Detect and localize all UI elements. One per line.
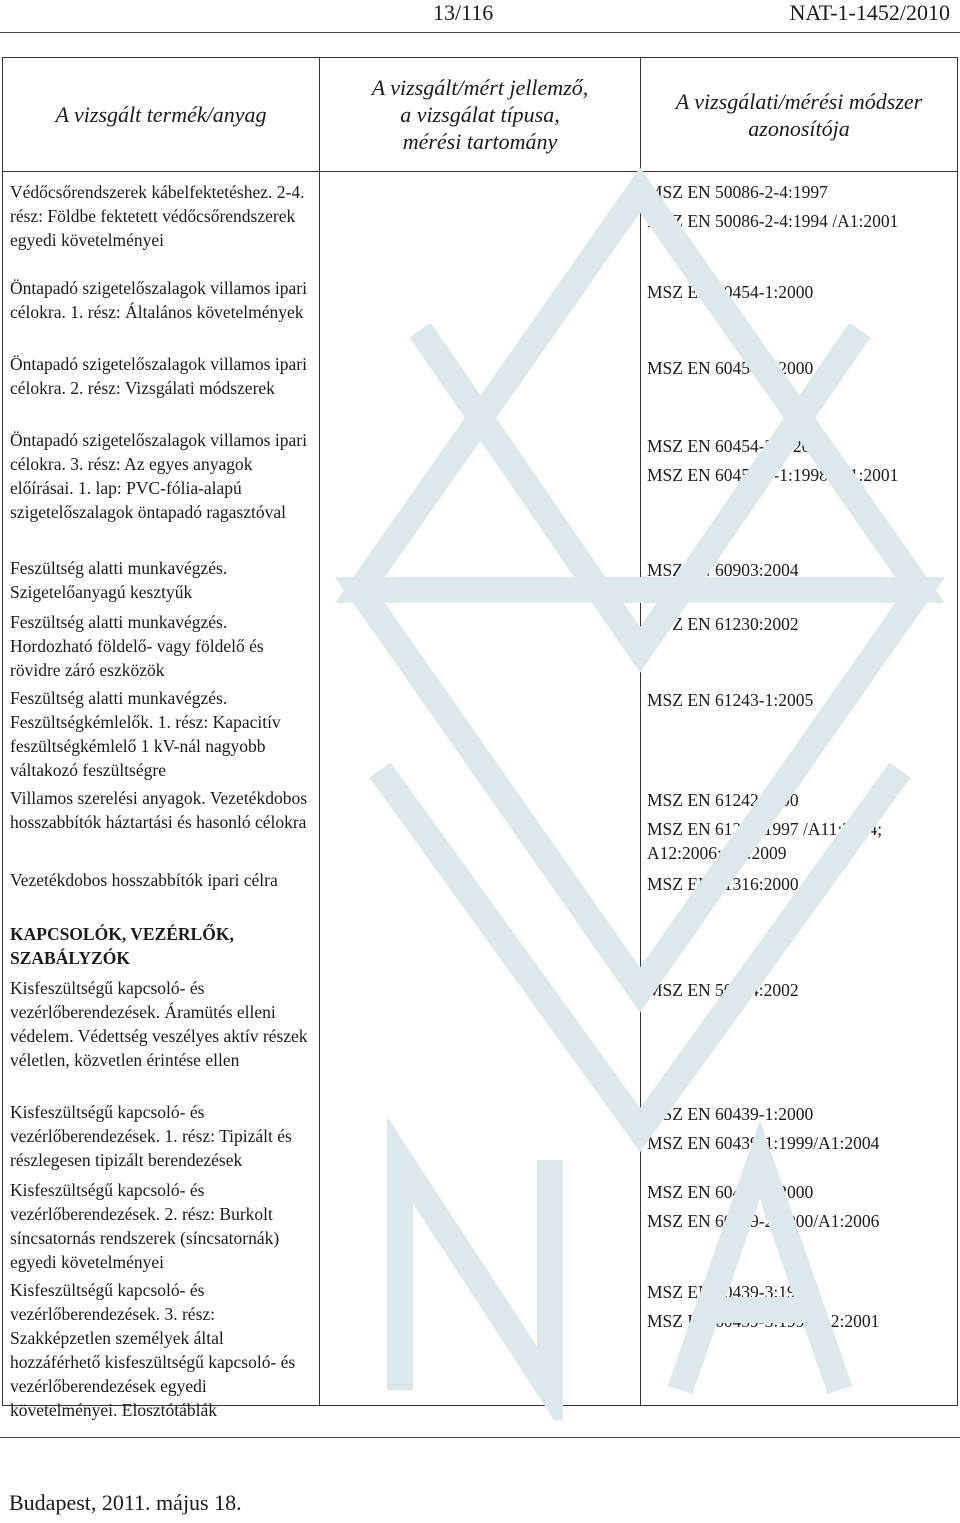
method-item: MSZ EN 61316:2000 xyxy=(647,874,799,894)
method-item: MSZ EN 60454-3-1:1998 /A1:2001 xyxy=(647,465,899,485)
characteristic-cell xyxy=(320,172,641,1406)
page-number: 13/116 xyxy=(433,0,494,25)
table-body-row xyxy=(3,172,958,1406)
product-item: Kisfeszültségű kapcsoló- és vezérlőberendezések. Áramütés elleni védelem. Védettség veszélyes aktív részek véletlen, közvetlen érintése ellen xyxy=(10,978,308,1070)
header-characteristic: A vizsgált/mért jellemző, a vizsgálat típusa, mérési tartomány xyxy=(320,58,641,172)
method-item: MSZ EN 61242:1997 /A11:2004; A12:2006; A1:2009 xyxy=(647,819,883,863)
product-item: Kisfeszültségű kapcsoló- és vezérlőberendezések. 2. rész: Burkolt síncsatornás rendszerek (síncsatornák) egyedi követelményei xyxy=(10,1180,280,1272)
method-item: MSZ EN 60439-1:2000 xyxy=(647,1104,814,1124)
method-item: MSZ EN 50086-2-4:1997 xyxy=(647,182,828,202)
product-item: Védőcsőrendszerek kábelfektetéshez. 2-4. rész: Földbe fektetett védőcsőrendszerek egyedi követelményei xyxy=(10,182,305,250)
header-method: A vizsgálati/mérési módszer azonosítója xyxy=(641,58,958,172)
method-item: MSZ EN 60439-1:1999/A1:2004 xyxy=(647,1133,880,1153)
product-item: Öntapadó szigetelőszalagok villamos ipari célokra. 1. rész: Általános követelmények xyxy=(10,278,307,322)
method-item: MSZ EN 60903:2004 xyxy=(647,560,799,580)
header-rule xyxy=(0,32,960,33)
product-item: Feszültség alatti munkavégzés. Szigetelőanyagú kesztyűk xyxy=(10,558,228,602)
header-product: A vizsgált termék/anyag xyxy=(3,58,320,172)
method-item: MSZ EN 50274:2002 xyxy=(647,980,799,1000)
table-header-row xyxy=(3,58,958,172)
product-section-heading: KAPCSOLÓK, VEZÉRLŐK, SZABÁLYZÓK xyxy=(10,924,234,968)
product-cell xyxy=(3,172,320,1420)
method-item: MSZ EN 60439-2:2000 xyxy=(647,1182,814,1202)
product-item: Kisfeszültségű kapcsoló- és vezérlőberendezések. 3. rész: Szakképzetlen személyek által hozzáférhető kisfeszültségű kapcsoló- és vezérlőberendezések egyedi követelményei. Elosztótáblák xyxy=(10,1280,296,1420)
product-item: Villamos szerelési anyagok. Vezetékdobos hosszabbítók háztartási és hasonló célokra xyxy=(10,788,308,832)
accreditation-table xyxy=(2,57,958,1420)
method-cell xyxy=(641,172,958,1406)
product-item: Öntapadó szigetelőszalagok villamos ipari célokra. 3. rész: Az egyes anyagok előírásai. 1. lap: PVC-fólia-alapú szigetelőszalagok öntapadó ragasztóval xyxy=(10,430,307,522)
method-item: MSZ EN 50086-2-4:1994 /A1:2001 xyxy=(647,211,899,231)
method-item: MSZ EN 60454-3-1:2000 xyxy=(647,436,828,456)
footer-date: Budapest, 2011. május 18. xyxy=(9,1490,242,1515)
product-item: Öntapadó szigetelőszalagok villamos ipari célokra. 2. rész: Vizsgálati módszerek xyxy=(10,354,307,398)
method-item: MSZ EN 60454-2:2000 xyxy=(647,358,814,378)
product-item: Feszültség alatti munkavégzés. Hordozható földelő- vagy földelő és rövidre záró eszközök xyxy=(10,612,264,680)
document-id: NAT-1-1452/2010 xyxy=(789,0,950,25)
product-item: Vezetékdobos hosszabbítók ipari célra xyxy=(10,870,278,890)
product-item: Kisfeszültségű kapcsoló- és vezérlőberendezések. 1. rész: Tipizált és részlegesen tipizált berendezések xyxy=(10,1102,292,1170)
method-item: MSZ EN 61230:2002 xyxy=(647,614,799,634)
method-item: MSZ EN 60454-1:2000 xyxy=(647,282,814,302)
method-item: MSZ EN 60439-3:1991/A2:2001 xyxy=(647,1311,880,1331)
method-item: MSZ EN 60439-2:2000/A1:2006 xyxy=(647,1211,880,1231)
method-item: MSZ EN 61242:2000 xyxy=(647,790,799,810)
method-item: MSZ EN 61243-1:2005 xyxy=(647,690,814,710)
method-item: MSZ EN 60439-3:1995 xyxy=(647,1282,814,1302)
footer-rule xyxy=(0,1437,960,1438)
product-item: Feszültség alatti munkavégzés. Feszültségkémlelők. 1. rész: Kapacitív feszültségkémlelő 1 kV-nál nagyobb váltakozó feszültségre xyxy=(10,688,281,780)
